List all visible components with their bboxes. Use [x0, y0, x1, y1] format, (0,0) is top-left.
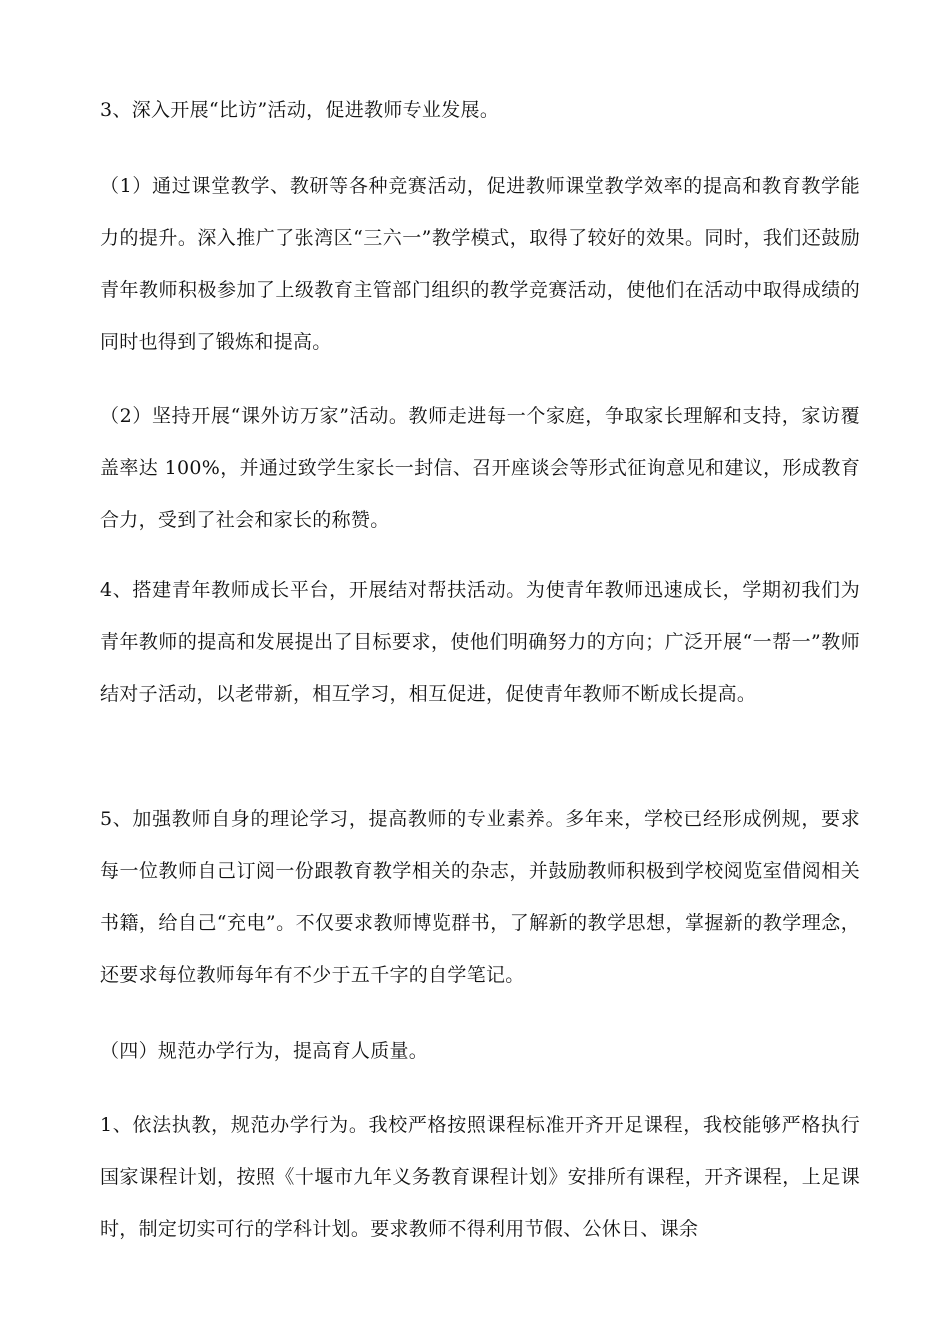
paragraph-section-4: 4、搭建青年教师成长平台，开展结对帮扶活动。为使青年教师迅速成长，学期初我们为青年教师的提高和发展提出了目标要求，使他们明确努力的方向；广泛开展“一帮一”教师结对子活动，以老带新，相互学习，相互促进，促使青年教师不断成长提高。 [100, 579, 860, 705]
heading-part-4: （四）规范办学行为，提高育人质量。 [100, 1040, 429, 1062]
paragraph-section-5: 5、加强教师自身的理论学习，提高教师的专业素养。多年来，学校已经形成例规，要求每一位教师自己订阅一份跟教育教学相关的杂志，并鼓励教师积极到学校阅览室借阅相关书籍，给自己“充电”。不仅要求教师博览群书，了解新的教学思想，掌握新的教学理念，还要求每位教师每年有不少于五千字的自学笔记。 [100, 808, 860, 986]
paragraph-section-1: 1、依法执教，规范办学行为。我校严格按照课程标准开齐开足课程，我校能够严格执行国家课程计划，按照《十堰市九年义务教育课程计划》安排所有课程，开齐课程，上足课时，制定切实可行的学科计划。要求教师不得利用节假、公休日、课余 [100, 1114, 860, 1240]
paragraph-item-2: （2）坚持开展“课外访万家”活动。教师走进每一个家庭，争取家长理解和支持，家访覆盖率达 100%，并通过致学生家长一封信、召开座谈会等形式征询意见和建议，形成教育合力，受到了社会和家长的称赞。 [100, 405, 860, 531]
paragraph-item-1: （1）通过课堂教学、教研等各种竞赛活动，促进教师课堂教学效率的提高和教育教学能力的提升。深入推广了张湾区“三六一”教学模式，取得了较好的效果。同时，我们还鼓励青年教师积极参加了上级教育主管部门组织的教学竞赛活动，使他们在活动中取得成绩的同时也得到了锻炼和提高。 [100, 175, 860, 353]
paragraph-section-3: 3、深入开展“比访”活动，促进教师专业发展。 [100, 99, 500, 121]
